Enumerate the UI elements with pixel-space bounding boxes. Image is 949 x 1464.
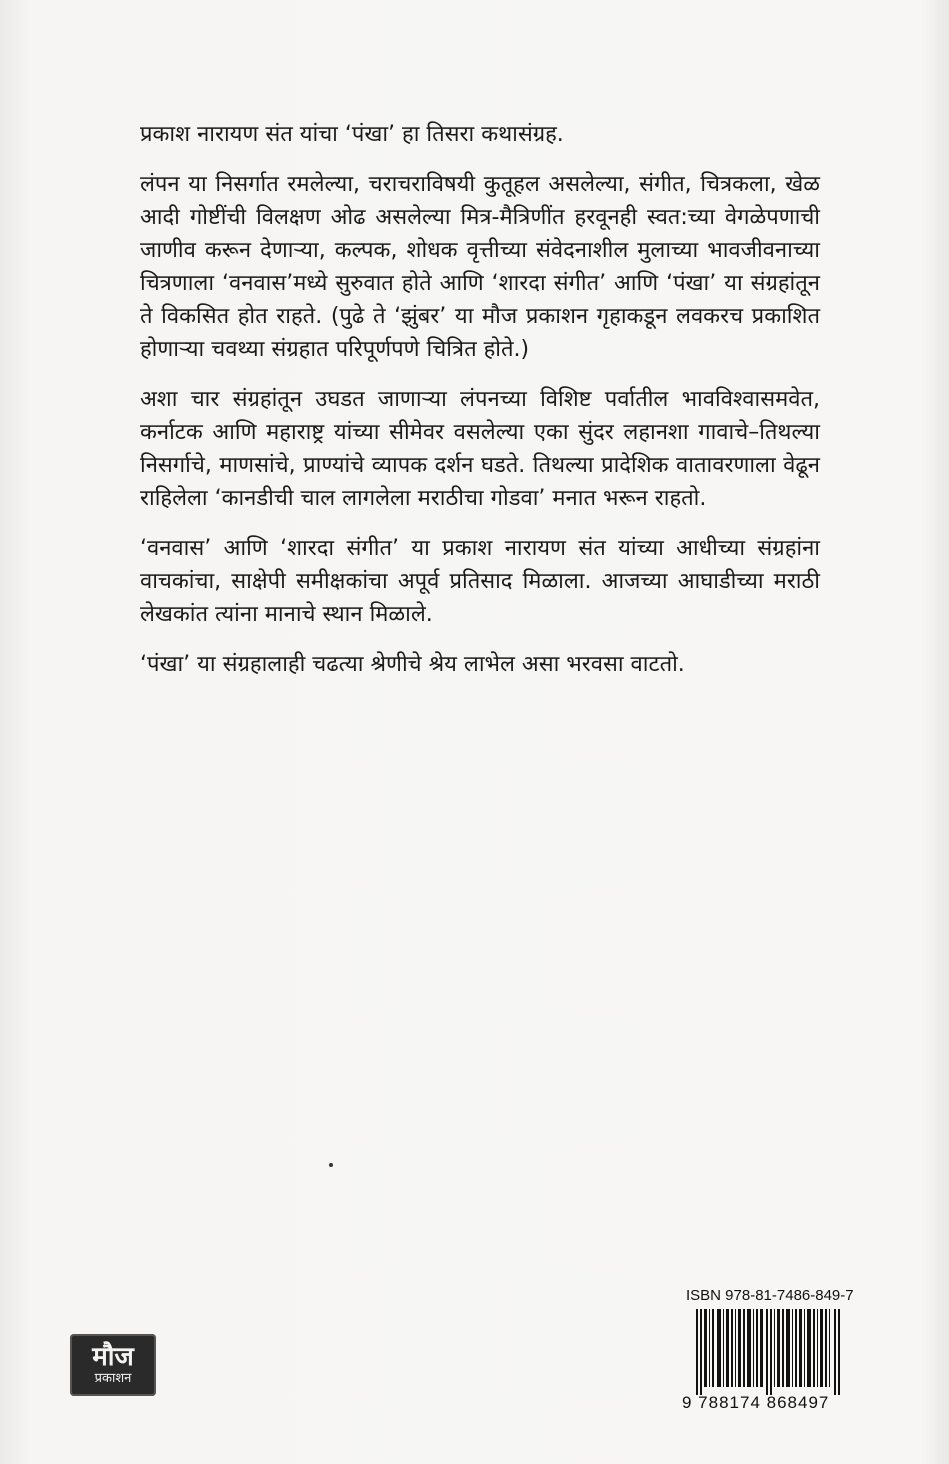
blurb-paragraph: प्रकाश नारायण संत यांचा ‘पंखा’ हा तिसरा कथासंग्रह. <box>140 122 564 147</box>
publisher-logo <box>70 1334 156 1396</box>
publisher-logo-sub: प्रकाशन <box>94 1371 132 1386</box>
blurb-paragraph: लंपन या निसर्गात रमलेल्या, चराचराविषयी कुतूहल असलेल्या, संगीत, चित्रकला, खेळ आदी गोष्टींची विलक्षण ओढ असलेल्या मित्र-मैत्रिणींत हरवूनही स्वत:च्या वेगळेपणाची जाणीव करून देणाऱ्या, कल्पक, शोधक वृत्तीच्या संवेदनाशील मुलाच्या भावजीवनाच्या चित्रणाला ‘वनवास’मध्ये सुरुवात होते आणि ‘शारदा संगीत’ आणि ‘पंखा’ या संग्रहांतून ते विकसित होत राहते. (पुढे ते ‘झुंबर’ या मौज प्रकाशन गृहाकडून लवकरच प्रकाशित होणाऱ्या चवथ्या संग्रहात परिपूर्णपणे चित्रित होते.) <box>140 172 820 362</box>
isbn-barcode <box>672 1287 852 1425</box>
barcode-digits: 9 788174 868497 <box>682 1393 830 1412</box>
blurb-paragraph: ‘पंखा’ या संग्रहालाही चढत्या श्रेणीचे श्रेय लाभेल असा भरवसा वाटतो. <box>140 652 685 677</box>
publisher-logo-name: मौज <box>92 1342 134 1372</box>
blurb-paragraph: अशा चार संग्रहांतून उघडत जाणाऱ्या लंपनच्या विशिष्ट पर्वातील भावविश्वासमवेत, कर्नाटक आणि महाराष्ट्र यांच्या सीमेवर वसलेल्या एका सुंदर लहानशा गावाचे–तिथल्या निसर्गाचे, माणसांचे, प्राण्यांचे व्यापक दर्शन घडते. तिथल्या प्रादेशिक वातावरणाला वेढून राहिलेला ‘कानडीची चाल लागलेला मराठीचा गोडवा’ मनात भरून राहतो. <box>140 387 820 511</box>
print-speck <box>329 1163 333 1167</box>
barcode-icon <box>696 1309 844 1395</box>
isbn-label: ISBN 978-81-7486-849-7 <box>686 1287 854 1304</box>
blurb-text <box>140 118 820 698</box>
blurb-paragraph: ‘वनवास’ आणि ‘शारदा संगीत’ या प्रकाश नारायण संत यांच्या आधीच्या संग्रहांना वाचकांचा, साक्षेपी समीक्षकांचा अपूर्व प्रतिसाद मिळाला. आजच्या आघाडीच्या मराठी लेखकांत त्यांना मानाचे स्थान मिळाले. <box>140 536 820 627</box>
